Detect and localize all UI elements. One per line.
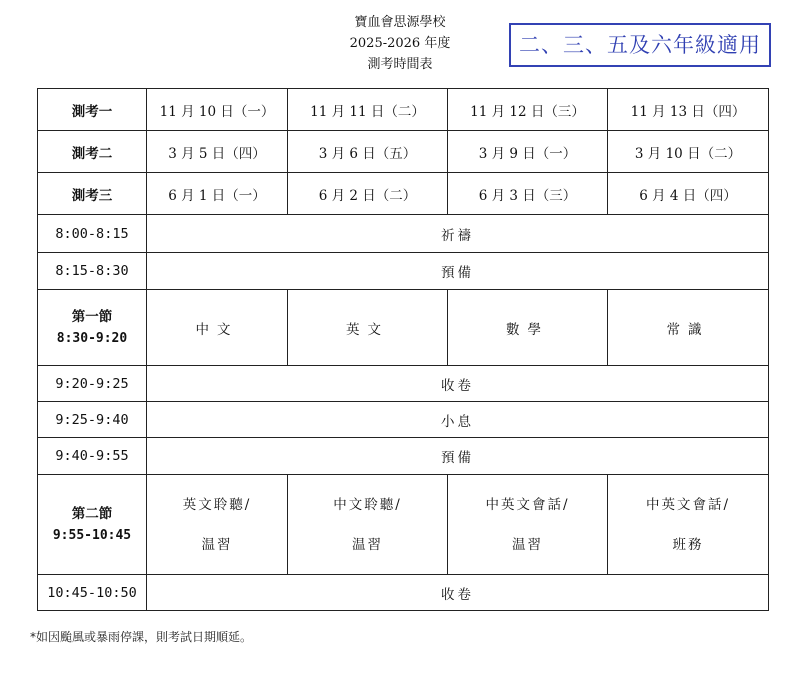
time-slot: 9:20-9:25 [38,366,147,402]
schedule-row-collect [38,366,769,402]
exam-schedule-table [37,88,769,611]
session-name: 第一節 [71,308,113,325]
footnote: *如因颱風或暴雨停課，則考試日期順延。 [30,630,253,644]
test-label: 測考二 [38,131,147,173]
session-time: 9:55-10:45 [52,527,132,543]
subject [147,475,288,575]
test-row [38,131,769,173]
schedule-row-prayer [38,215,769,253]
schedule-row-prep [38,253,769,290]
activity: 小息 [147,402,769,438]
session-time: 8:30-9:20 [56,330,128,346]
test-date: 3 月 9 日（一） [448,131,608,173]
test-date: 6 月 4 日（四） [608,173,769,215]
school-year: 2025-2026 年度 [349,36,451,51]
test-date: 6 月 1 日（一） [147,173,288,215]
document-header [300,12,500,75]
activity: 預備 [147,438,769,475]
test-row [38,173,769,215]
session-label-cell [38,290,147,366]
schedule-row-break [38,402,769,438]
session-label-cell [38,475,147,575]
time-slot: 8:00-8:15 [38,215,147,253]
subject [448,475,608,575]
subject-line: 温習 [512,536,543,553]
activity: 收卷 [147,575,769,611]
time-slot: 8:15-8:30 [38,253,147,290]
test-date: 6 月 2 日（二） [288,173,448,215]
schedule-row-prep [38,438,769,475]
time-slot: 10:45-10:50 [38,575,147,611]
subject-line: 英文聆聽/ [182,496,252,513]
activity: 收卷 [147,366,769,402]
subject: 常識 [608,290,769,366]
test-row [38,89,769,131]
document-title: 測考時間表 [367,57,433,72]
test-date: 11 月 12 日（三） [448,89,608,131]
test-label: 測考一 [38,89,147,131]
subject-line: 中文聆聽/ [333,496,402,513]
session-name: 第二節 [71,505,113,522]
subject: 中文 [147,290,288,366]
test-date: 3 月 5 日（四） [147,131,288,173]
grade-applicability-box: 二、三、五及六年級適用 [509,23,771,67]
activity: 預備 [147,253,769,290]
test-date: 3 月 10 日（二） [608,131,769,173]
school-name: 寶血會思源學校 [354,15,446,30]
test-date: 11 月 10 日（一） [147,89,288,131]
activity: 祈禱 [147,215,769,253]
subject-line: 中英文會話/ [485,496,570,513]
subject [288,475,448,575]
schedule-row-collect [38,575,769,611]
subject-line: 温習 [201,536,233,553]
test-date: 3 月 6 日（五） [288,131,448,173]
test-date: 6 月 3 日（三） [448,173,608,215]
test-label: 測考三 [38,173,147,215]
time-slot: 9:25-9:40 [38,402,147,438]
test-date: 11 月 13 日（四） [608,89,769,131]
subject: 英文 [288,290,448,366]
subject [608,475,769,575]
time-slot: 9:40-9:55 [38,438,147,475]
subject-line: 班務 [672,536,704,553]
subject: 數學 [448,290,608,366]
test-date: 11 月 11 日（二） [288,89,448,131]
subject-line: 中英文會話/ [645,496,731,513]
session-row-1 [38,290,769,366]
session-row-2 [38,475,769,575]
subject-line: 温習 [352,536,383,553]
